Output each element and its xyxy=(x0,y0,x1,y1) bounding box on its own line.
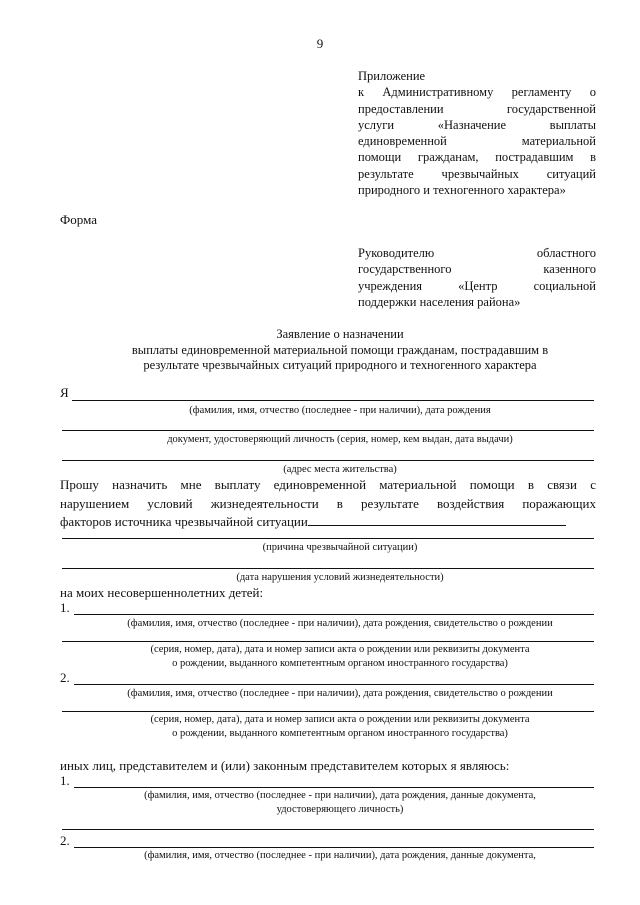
child-1-number: 1. xyxy=(60,600,70,615)
appendix-line: единовременной материальной xyxy=(358,134,596,149)
child-2-name-field[interactable] xyxy=(74,684,594,685)
document-title xyxy=(60,327,620,374)
applicant-document-field[interactable] xyxy=(62,430,594,431)
child-2-certificate-field[interactable] xyxy=(62,711,594,712)
other-person-2-field[interactable] xyxy=(74,847,594,848)
applicant-address-caption: (адрес места жительства) xyxy=(283,464,397,475)
other-person-1-extra-field[interactable] xyxy=(62,829,594,830)
other-person-2-caption: (фамилия, имя, отчество (последнее - при наличии), дата рождения, данные документа, xyxy=(144,850,536,861)
appendix-line: результате чрезвычайных ситуаций xyxy=(358,166,596,181)
appendix-block xyxy=(358,68,596,198)
other-person-1-caption: удостоверяющего личность) xyxy=(276,804,404,815)
addressee-line: поддержки населения района» xyxy=(358,294,521,309)
addressee-line: Руководителю областного xyxy=(358,246,596,260)
title-line: результате чрезвычайных ситуаций природного и техногенного характера xyxy=(143,358,537,372)
children-heading: на моих несовершеннолетних детей: xyxy=(60,585,264,600)
child-1-certificate-caption: о рождении, выданного компетентным органом иностранного государства) xyxy=(172,658,508,669)
request-paragraph xyxy=(60,476,596,532)
emergency-source-field[interactable] xyxy=(308,525,566,526)
disruption-date-caption: (дата нарушения условий жизнедеятельности) xyxy=(236,572,444,583)
request-line: нарушением условий жизнедеятельности в результате воздействия поражающих xyxy=(60,495,596,511)
request-line: факторов источника чрезвычайной ситуации xyxy=(60,514,308,529)
other-person-1-number: 1. xyxy=(60,773,70,788)
applicant-name-field[interactable] xyxy=(72,400,594,401)
addressee-line: учреждения «Центр социальной xyxy=(358,278,596,293)
applicant-prefix: Я xyxy=(60,385,69,400)
appendix-line: природного и техногенного характера» xyxy=(358,183,566,198)
request-line: Прошу назначить мне выплату единовременной материальной помощи в связи с xyxy=(60,477,596,492)
child-2-name-caption: (фамилия, имя, отчество (последнее - при наличии), дата рождения, свидетельство о рождении xyxy=(127,688,553,699)
addressee-block xyxy=(358,245,596,310)
appendix-line: помощи гражданам, пострадавшим в xyxy=(358,150,596,165)
child-1-name-field[interactable] xyxy=(74,614,594,615)
appendix-line: к Административному регламенту о xyxy=(358,85,596,100)
applicant-name-caption: (фамилия, имя, отчество (последнее - при наличии), дата рождения xyxy=(189,405,491,416)
other-person-2-number: 2. xyxy=(60,833,70,848)
child-1-certificate-caption: (серия, номер, дата), дата и номер записи акта о рождении или реквизиты документа xyxy=(150,644,530,655)
emergency-reason-caption: (причина чрезвычайной ситуации) xyxy=(262,542,418,553)
child-1-certificate-field[interactable] xyxy=(62,641,594,642)
addressee-line: государственного казенного xyxy=(358,262,596,277)
disruption-date-field[interactable] xyxy=(62,568,594,569)
other-person-1-caption: (фамилия, имя, отчество (последнее - при наличии), дата рождения, данные документа, xyxy=(144,790,536,801)
emergency-reason-field[interactable] xyxy=(62,538,594,539)
title-line: Заявление о назначении xyxy=(276,327,404,341)
child-1-name-caption: (фамилия, имя, отчество (последнее - при наличии), дата рождения, свидетельство о рождении xyxy=(127,618,553,629)
other-person-1-field[interactable] xyxy=(74,787,594,788)
applicant-document-caption: документ, удостоверяющий личность (серия, номер, кем выдан, дата выдачи) xyxy=(167,434,513,445)
appendix-line: предоставлении государственной xyxy=(358,101,596,116)
form-label: Форма xyxy=(60,212,97,227)
page-number: 9 xyxy=(316,36,324,51)
child-2-certificate-caption: (серия, номер, дата), дата и номер записи акта о рождении или реквизиты документа xyxy=(150,714,530,725)
appendix-line: услуги «Назначение выплаты xyxy=(358,117,596,132)
appendix-line: Приложение xyxy=(358,69,426,83)
child-2-certificate-caption: о рождении, выданного компетентным органом иностранного государства) xyxy=(172,728,508,739)
title-line: выплаты единовременной материальной помощи гражданам, пострадавшим в xyxy=(131,342,549,357)
child-2-number: 2. xyxy=(60,670,70,685)
other-persons-heading: иных лиц, представителем и (или) законным представителем которых я являюсь: xyxy=(60,758,510,773)
applicant-address-field[interactable] xyxy=(62,460,594,461)
